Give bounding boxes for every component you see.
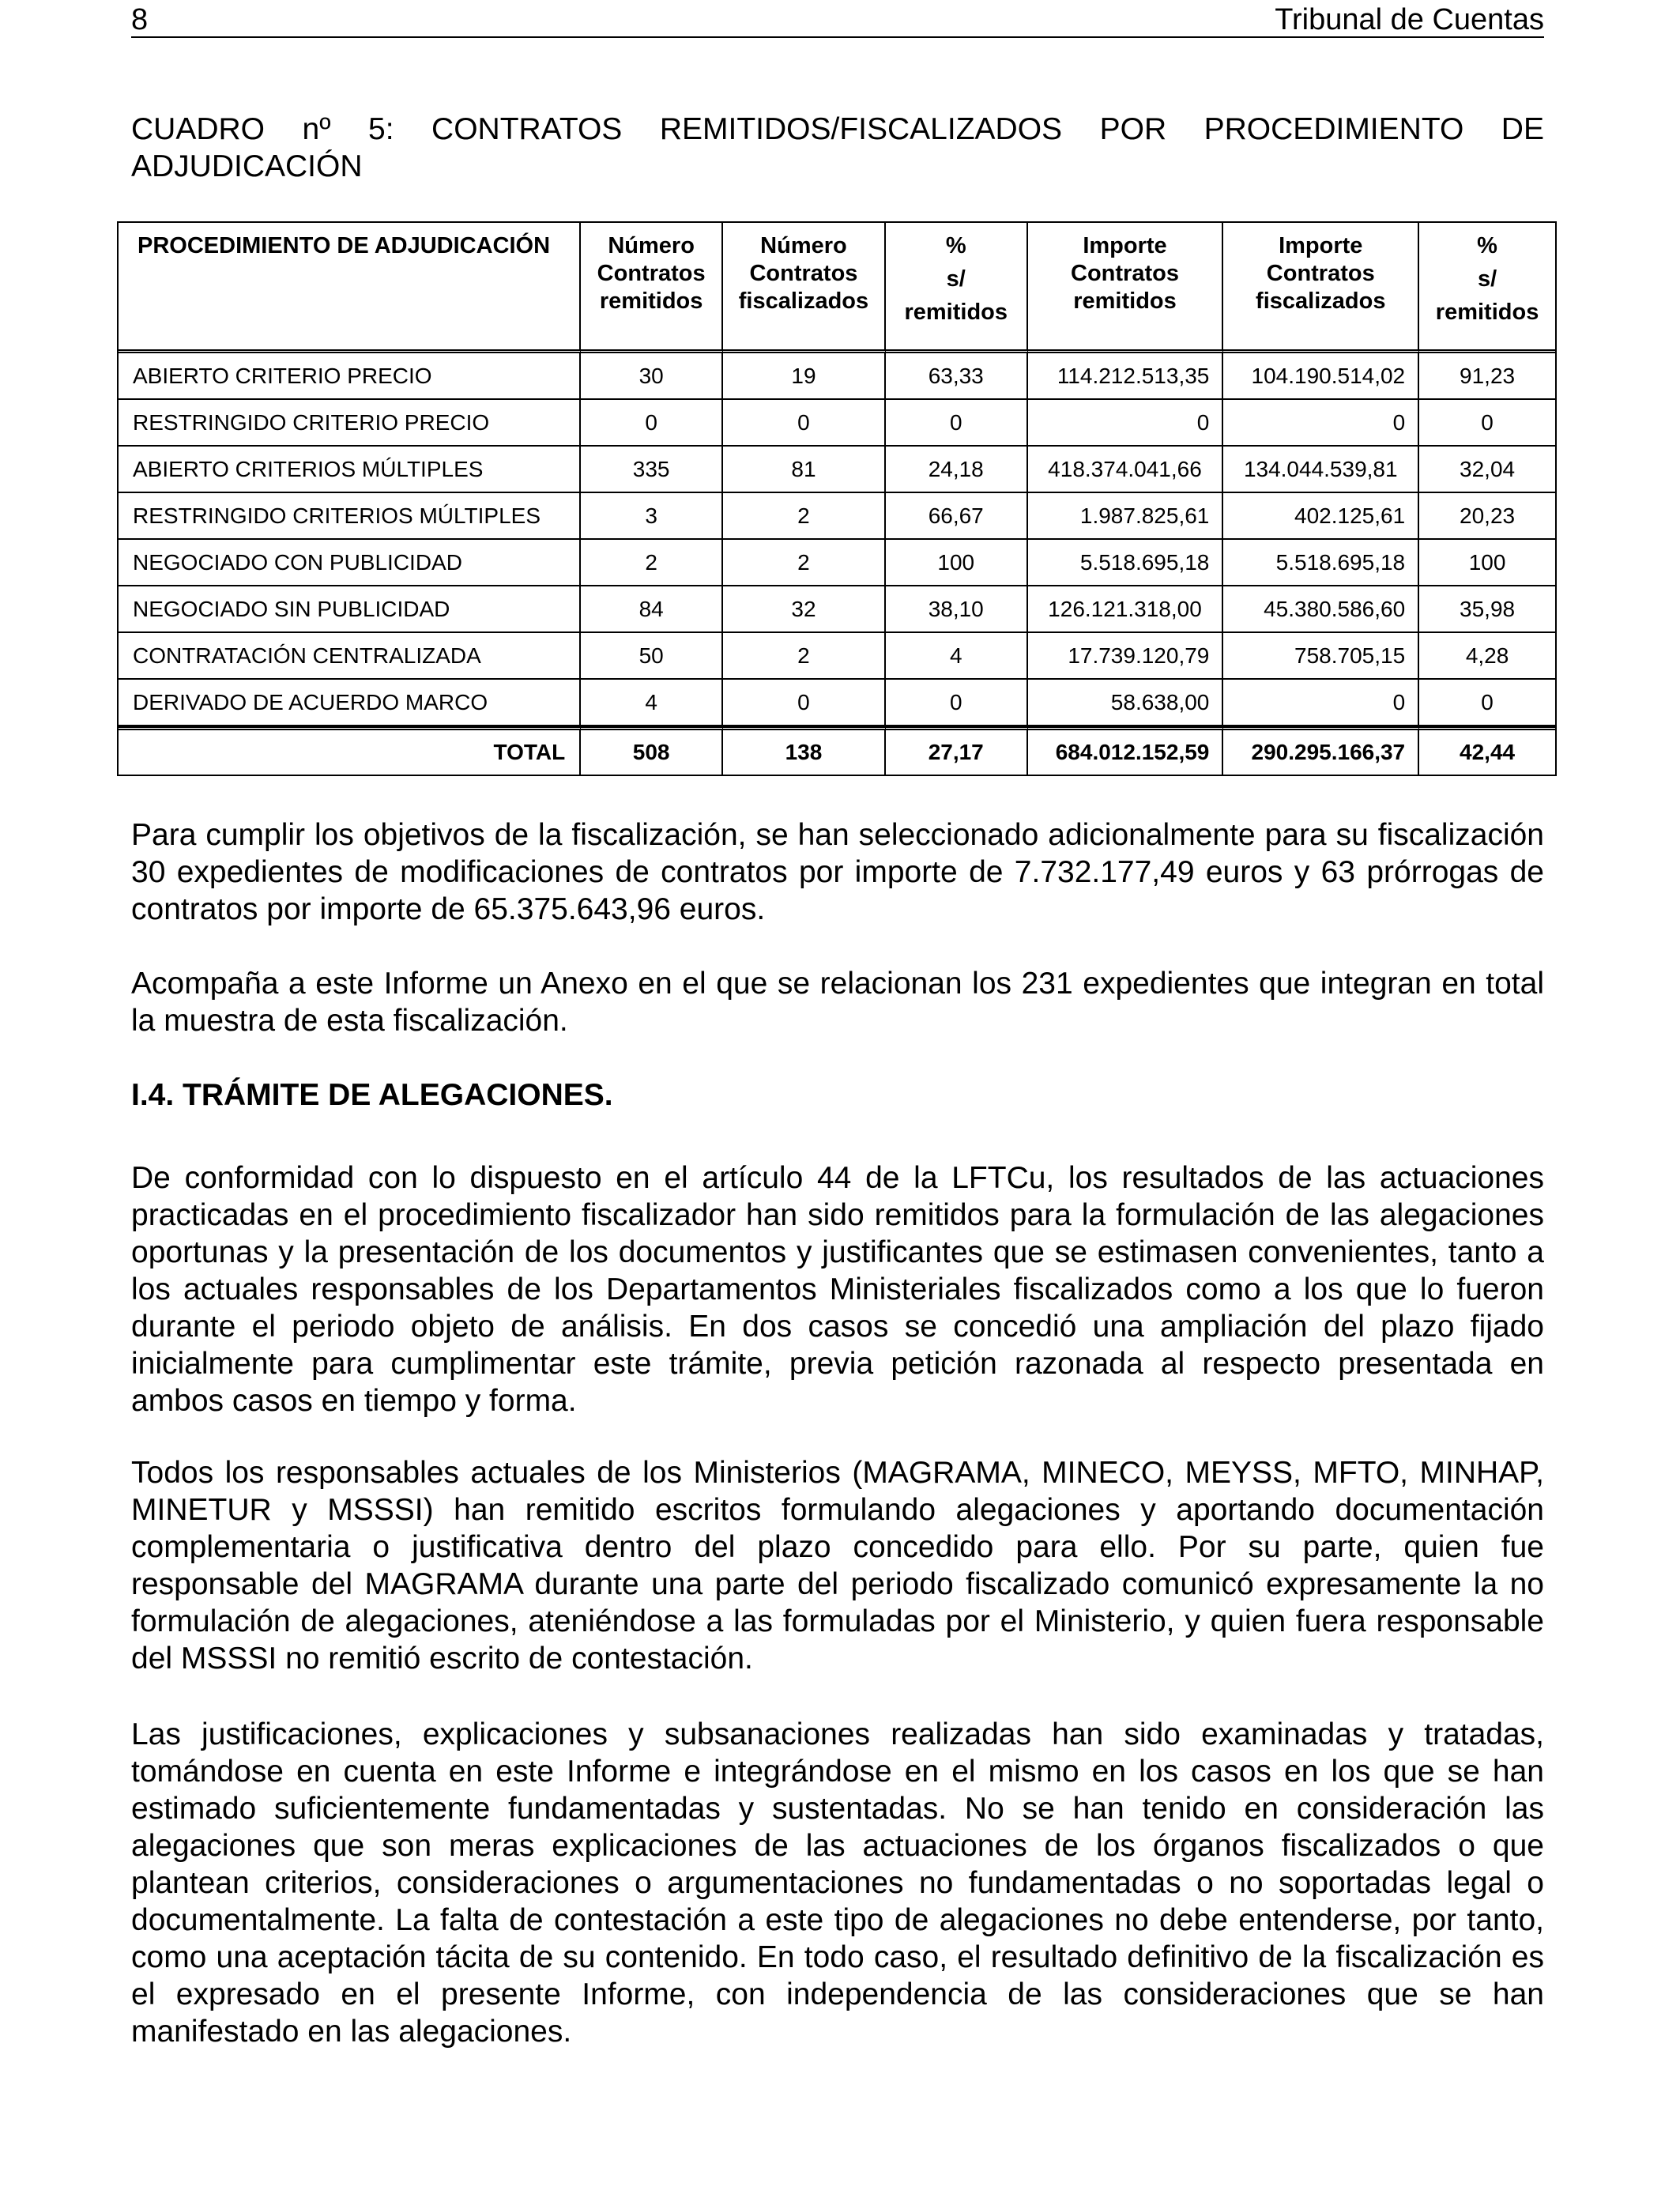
num-audited-cell: 32 <box>723 586 886 633</box>
table-row <box>119 447 1555 493</box>
header-pct-amount <box>1419 223 1555 353</box>
pct-amount-cell: 4,28 <box>1419 633 1555 680</box>
header-amt-sent <box>1028 223 1224 353</box>
table-row <box>119 353 1555 400</box>
table-header-row <box>119 223 1555 353</box>
amt-sent-cell: 1.987.825,61 <box>1028 493 1224 540</box>
table-row <box>119 586 1555 633</box>
amt-sent-cell: 17.739.120,79 <box>1028 633 1224 680</box>
pct-amount-cell: 35,98 <box>1419 586 1555 633</box>
header-line: Contratos <box>1266 261 1375 286</box>
header-line: Número <box>760 233 847 258</box>
header-line: remitidos <box>904 300 1008 325</box>
num-audited-cell: 2 <box>723 540 886 586</box>
pct-count-cell: 100 <box>886 540 1028 586</box>
procedure-name: RESTRINGIDO CRITERIO PRECIO <box>119 400 581 447</box>
total-amt-audited: 290.295.166,37 <box>1223 726 1419 775</box>
amt-sent-cell: 418.374.041,66 <box>1028 447 1224 493</box>
procedure-name: RESTRINGIDO CRITERIOS MÚLTIPLES <box>119 493 581 540</box>
header-line: % <box>945 233 966 258</box>
header-line: Importe <box>1083 233 1167 258</box>
header-line: fiscalizados <box>738 288 869 314</box>
header-line: Contratos <box>749 261 858 286</box>
pct-amount-cell: 32,04 <box>1419 447 1555 493</box>
header-line: Contratos <box>1071 261 1179 286</box>
header-line: remitidos <box>599 288 703 314</box>
paragraph-justifications: Las justificaciones, explicaciones y subsanaciones realizadas han sido examinadas y tratadas, tomándose en cuenta en este Informe e integrándose en el mismo en los casos en los que se han estimado suficientemente fundamentadas y sustentadas. No se han tenido en consideración las alegaciones que son meras explicaciones de las actuaciones de los órganos fiscalizados o que plantean criterios, consideraciones o argumentaciones no fundamentadas o no soportadas legal o documentalmente. La falta de contestación a este tipo de alegaciones no debe entenderse, por tanto, como una aceptación tácita de su contenido. En todo caso, el resultado definitivo de la fiscalización es el expresado en el presente Informe, con independencia de las consideraciones que se han manifestado en las alegaciones. <box>131 1717 1544 2049</box>
num-sent-cell: 335 <box>581 447 723 493</box>
num-audited-cell: 2 <box>723 633 886 680</box>
num-sent-cell: 4 <box>581 680 723 726</box>
procedure-name: CONTRATACIÓN CENTRALIZADA <box>119 633 581 680</box>
header-line: Número <box>608 233 695 258</box>
pct-count-cell: 38,10 <box>886 586 1028 633</box>
pct-count-cell: 24,18 <box>886 447 1028 493</box>
num-sent-cell: 50 <box>581 633 723 680</box>
header-title: Tribunal de Cuentas <box>1275 3 1544 36</box>
procedure-name: ABIERTO CRITERIO PRECIO <box>119 353 581 400</box>
total-label: TOTAL <box>119 726 581 775</box>
num-sent-cell: 3 <box>581 493 723 540</box>
amt-audited-cell: 402.125,61 <box>1223 493 1419 540</box>
amt-audited-cell: 758.705,15 <box>1223 633 1419 680</box>
num-sent-cell: 84 <box>581 586 723 633</box>
page-number: 8 <box>131 3 149 36</box>
header-num-audited <box>723 223 886 353</box>
total-pct-count: 27,17 <box>886 726 1028 775</box>
table-row <box>119 540 1555 586</box>
pct-count-cell: 0 <box>886 400 1028 447</box>
header-amt-audited <box>1223 223 1419 353</box>
paragraph-annex: Acompaña a este Informe un Anexo en el que se relacionan los 231 expedientes que integran en total la muestra de esta fiscalización. <box>131 967 1544 1038</box>
procedure-name: DERIVADO DE ACUERDO MARCO <box>119 680 581 726</box>
amt-sent-cell: 114.212.513,35 <box>1028 353 1224 400</box>
pct-count-cell: 63,33 <box>886 353 1028 400</box>
header-procedure: PROCEDIMIENTO DE ADJUDICACIÓN <box>119 223 581 353</box>
amt-sent-cell: 5.518.695,18 <box>1028 540 1224 586</box>
pct-count-cell: 0 <box>886 680 1028 726</box>
num-audited-cell: 0 <box>723 680 886 726</box>
header-line: s/ <box>946 266 966 292</box>
contracts-table <box>117 221 1557 776</box>
table-row <box>119 493 1555 540</box>
amt-audited-cell: 0 <box>1223 680 1419 726</box>
procedure-name: NEGOCIADO SIN PUBLICIDAD <box>119 586 581 633</box>
paragraph-responsibles: Todos los responsables actuales de los Ministerios (MAGRAMA, MINECO, MEYSS, MFTO, MINHAP, MINETUR y MSSSI) han remitido escritos formulando alegaciones y aportando documentación complementaria o justificativa dentro del plazo concedido para ello. Por su parte, quien fue responsable del MAGRAMA durante una parte del periodo fiscalizado comunicó expresamente la no formulación de alegaciones, ateniéndose a las formuladas por el Ministerio, y quien fuera responsable del MSSSI no remitió escrito de contestación. <box>131 1456 1544 1676</box>
table-row <box>119 680 1555 726</box>
num-audited-cell: 81 <box>723 447 886 493</box>
header-pct-count <box>886 223 1028 353</box>
table-caption: CUADRO nº 5: CONTRATOS REMITIDOS/FISCALIZADOS POR PROCEDIMIENTO DE ADJUDICACIÓN <box>131 112 1544 183</box>
amt-audited-cell: 0 <box>1223 400 1419 447</box>
pct-amount-cell: 91,23 <box>1419 353 1555 400</box>
num-audited-cell: 2 <box>723 493 886 540</box>
header-line: s/ <box>1477 266 1497 292</box>
pct-count-cell: 4 <box>886 633 1028 680</box>
header-num-sent <box>581 223 723 353</box>
num-sent-cell: 0 <box>581 400 723 447</box>
num-audited-cell: 19 <box>723 353 886 400</box>
amt-audited-cell: 134.044.539,81 <box>1223 447 1419 493</box>
section-title: I.4. TRÁMITE DE ALEGACIONES. <box>131 1078 613 1112</box>
amt-sent-cell: 0 <box>1028 400 1224 447</box>
pct-amount-cell: 0 <box>1419 400 1555 447</box>
paragraph-conformity: De conformidad con lo dispuesto en el artículo 44 de la LFTCu, los resultados de las actuaciones practicadas en el procedimiento fiscalizador han sido remitidos para la formulación de las alegaciones oportunas y la presentación de los documentos y justificantes que se estimasen convenientes, tanto a los actuales responsables de los Departamentos Ministeriales fiscalizados como a los que lo fueron durante el periodo objeto de análisis. En dos casos se concedió una ampliación del plazo fijado inicialmente para cumplimentar este trámite, previa petición razonada al respecto presentada en ambos casos en tiempo y forma. <box>131 1161 1544 1418</box>
num-sent-cell: 2 <box>581 540 723 586</box>
amt-audited-cell: 45.380.586,60 <box>1223 586 1419 633</box>
total-num-sent: 508 <box>581 726 723 775</box>
num-sent-cell: 30 <box>581 353 723 400</box>
header-line: Importe <box>1279 233 1363 258</box>
page-header <box>131 0 1544 38</box>
total-row <box>119 726 1555 775</box>
table-row <box>119 633 1555 680</box>
pct-amount-cell: 0 <box>1419 680 1555 726</box>
header-line: Contratos <box>597 261 706 286</box>
amt-audited-cell: 5.518.695,18 <box>1223 540 1419 586</box>
amt-audited-cell: 104.190.514,02 <box>1223 353 1419 400</box>
amt-sent-cell: 58.638,00 <box>1028 680 1224 726</box>
header-line: remitidos <box>1435 300 1539 325</box>
total-num-audited: 138 <box>723 726 886 775</box>
total-amt-sent: 684.012.152,59 <box>1028 726 1224 775</box>
header-line: fiscalizados <box>1256 288 1386 314</box>
paragraph-selection: Para cumplir los objetivos de la fiscalización, se han seleccionado adicionalmente para su fiscalización 30 expedientes de modificaciones de contratos por importe de 7.732.177,49 euros y 63 prórrogas de contratos por importe de 65.375.643,96 euros. <box>131 818 1544 926</box>
header-line: % <box>1477 233 1497 258</box>
header-line: remitidos <box>1073 288 1177 314</box>
total-pct-amount: 42,44 <box>1419 726 1555 775</box>
pct-count-cell: 66,67 <box>886 493 1028 540</box>
amt-sent-cell: 126.121.318,00 <box>1028 586 1224 633</box>
pct-amount-cell: 20,23 <box>1419 493 1555 540</box>
pct-amount-cell: 100 <box>1419 540 1555 586</box>
procedure-name: ABIERTO CRITERIOS MÚLTIPLES <box>119 447 581 493</box>
num-audited-cell: 0 <box>723 400 886 447</box>
table-row <box>119 400 1555 447</box>
procedure-name: NEGOCIADO CON PUBLICIDAD <box>119 540 581 586</box>
